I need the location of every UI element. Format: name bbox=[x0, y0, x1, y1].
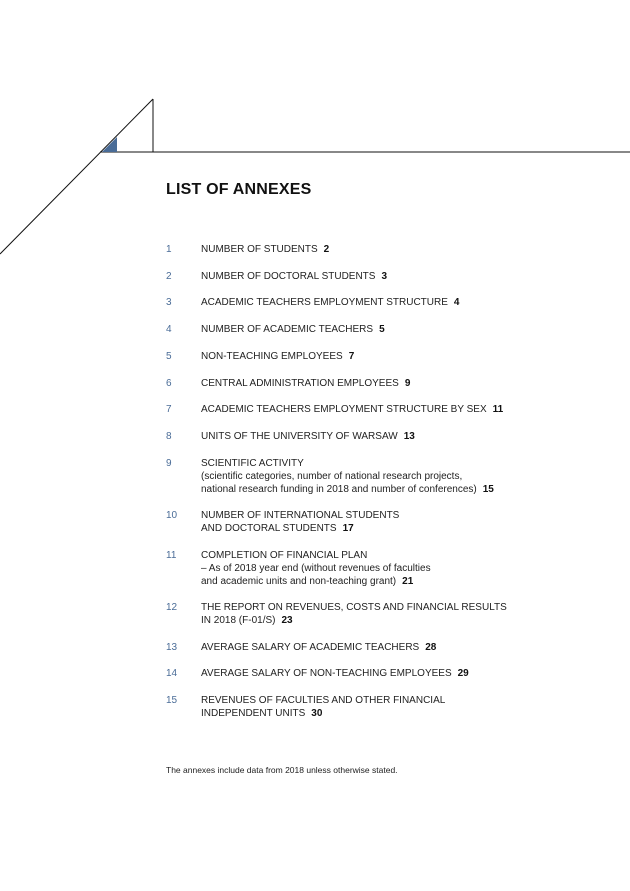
annex-page-number: 17 bbox=[342, 523, 354, 534]
annex-title bbox=[201, 457, 591, 496]
annex-title-line: ACADEMIC TEACHERS EMPLOYMENT STRUCTURE 4 bbox=[201, 297, 460, 308]
annex-page-number: 2 bbox=[323, 244, 330, 255]
annex-page-number: 3 bbox=[381, 271, 388, 282]
annex-number: 8 bbox=[166, 431, 172, 442]
annex-number: 12 bbox=[166, 602, 178, 613]
annex-title bbox=[201, 243, 591, 256]
annex-number: 4 bbox=[166, 324, 172, 335]
annex-page-number: 23 bbox=[281, 615, 293, 626]
annex-title-line: and academic units and non-teaching grant) 21 bbox=[201, 576, 414, 587]
annex-title-line: THE REPORT ON REVENUES, COSTS AND FINANCIAL RESULTS bbox=[201, 602, 507, 613]
annex-title bbox=[201, 694, 591, 720]
annex-number: 9 bbox=[166, 458, 172, 469]
annex-title-line: REVENUES OF FACULTIES AND OTHER FINANCIAL bbox=[201, 695, 446, 706]
annex-number: 13 bbox=[166, 642, 178, 653]
annex-page-number: 7 bbox=[348, 351, 355, 362]
annex-title bbox=[201, 509, 591, 535]
annex-title-line: ACADEMIC TEACHERS EMPLOYMENT STRUCTURE BY SEX 11 bbox=[201, 404, 504, 415]
annex-title-line: (scientific categories, number of national research projects, bbox=[201, 471, 463, 482]
annex-page-number: 11 bbox=[492, 404, 504, 415]
annex-title-line: INDEPENDENT UNITS 30 bbox=[201, 708, 323, 719]
annex-title bbox=[201, 377, 591, 390]
annex-number: 3 bbox=[166, 297, 172, 308]
annex-number: 14 bbox=[166, 668, 178, 679]
annex-title-line: AND DOCTORAL STUDENTS 17 bbox=[201, 523, 354, 534]
annex-title-line: UNITS OF THE UNIVERSITY OF WARSAW 13 bbox=[201, 431, 415, 442]
annex-title-line: CENTRAL ADMINISTRATION EMPLOYEES 9 bbox=[201, 378, 411, 389]
annex-number: 1 bbox=[166, 244, 172, 255]
annex-title-line: national research funding in 2018 and number of conferences) 15 bbox=[201, 484, 494, 495]
annex-page-number: 30 bbox=[311, 708, 323, 719]
annex-title-line: COMPLETION OF FINANCIAL PLAN bbox=[201, 550, 368, 561]
annex-title-line: IN 2018 (F-01/S) 23 bbox=[201, 615, 293, 626]
annex-title-line: SCIENTIFIC ACTIVITY bbox=[201, 458, 304, 469]
annex-title-line: NUMBER OF DOCTORAL STUDENTS 3 bbox=[201, 271, 388, 282]
annex-number: 5 bbox=[166, 351, 172, 362]
annex-title bbox=[201, 549, 591, 588]
annex-title-line: AVERAGE SALARY OF ACADEMIC TEACHERS 28 bbox=[201, 642, 437, 653]
annex-title-line: NUMBER OF INTERNATIONAL STUDENTS bbox=[201, 510, 400, 521]
annex-title bbox=[201, 403, 591, 416]
annex-page-number: 5 bbox=[379, 324, 385, 335]
annex-page-number: 9 bbox=[404, 378, 411, 389]
annex-title-line: – As of 2018 year end (without revenues of faculties bbox=[201, 563, 431, 574]
annex-title bbox=[201, 323, 591, 336]
annex-title bbox=[201, 270, 591, 283]
annex-title bbox=[201, 350, 591, 363]
annex-title bbox=[201, 641, 591, 654]
annex-page-number: 28 bbox=[425, 642, 437, 653]
annex-number: 10 bbox=[166, 510, 178, 521]
annex-number: 6 bbox=[166, 378, 172, 389]
annex-page-number: 15 bbox=[482, 484, 494, 495]
annex-title bbox=[201, 296, 591, 309]
annex-title bbox=[201, 430, 591, 443]
annex-title-line: NON-TEACHING EMPLOYEES 7 bbox=[201, 351, 355, 362]
accent-triangle bbox=[102, 137, 117, 152]
annex-title-line: NUMBER OF STUDENTS 2 bbox=[201, 244, 330, 255]
annex-title bbox=[201, 667, 591, 680]
annex-title-line: NUMBER OF ACADEMIC TEACHERS 5 bbox=[201, 324, 385, 335]
annex-title-line: AVERAGE SALARY OF NON-TEACHING EMPLOYEES 29 bbox=[201, 668, 469, 679]
diagonal-line bbox=[0, 99, 153, 254]
annex-page-number: 13 bbox=[403, 431, 415, 442]
annex-page-number: 4 bbox=[453, 297, 460, 308]
page-title: LIST OF ANNEXES bbox=[166, 181, 312, 198]
annex-number: 15 bbox=[166, 695, 178, 706]
annex-title bbox=[201, 601, 591, 627]
annex-number: 2 bbox=[166, 271, 172, 282]
annex-number: 11 bbox=[166, 550, 177, 561]
annex-page-number: 29 bbox=[457, 668, 469, 679]
annex-page-number: 21 bbox=[402, 576, 414, 587]
footnote: The annexes include data from 2018 unless otherwise stated. bbox=[166, 765, 398, 775]
annex-number: 7 bbox=[166, 404, 172, 415]
